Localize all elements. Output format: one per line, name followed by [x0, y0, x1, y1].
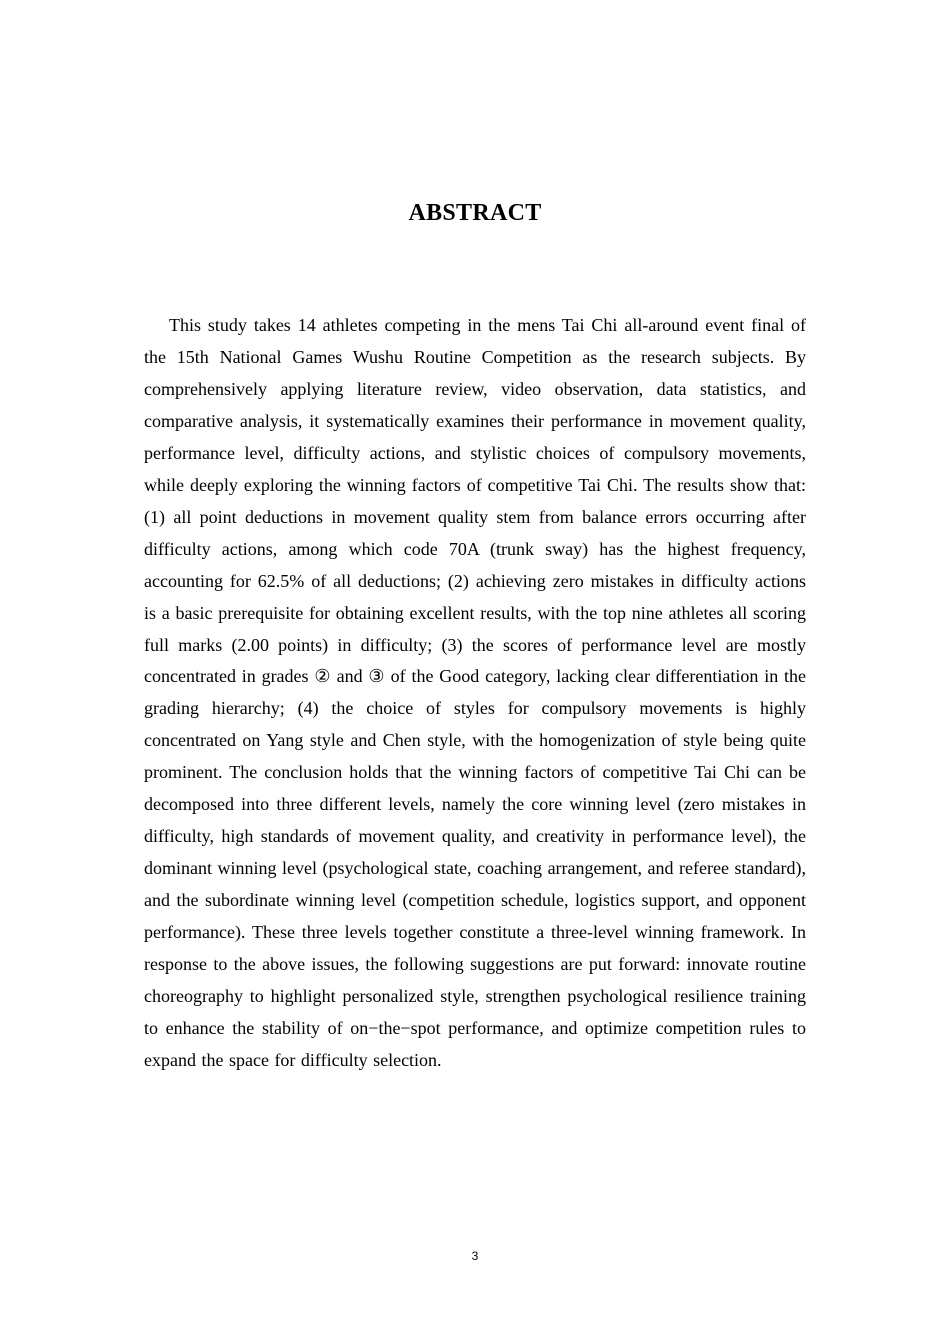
page-number: 3	[471, 1249, 479, 1263]
abstract-paragraph: This study takes 14 athletes competing in the mens Tai Chi all-around event final of the 15th National Games Wushu Routine Competition as the research subjects. By comprehensively applying literature review, video observation, data statistics, and comparative analysis, it systematically examines their performance in movement quality, performance level, difficulty actions, and stylistic choices of compulsory movements, while deeply exploring the winning factors of competitive Tai Chi. The results show that: (1) all point deductions in movement quality stem from balance errors occurring after difficulty actions, among which code 70A (trunk sway) has the highest frequency, accounting for 62.5% of all deductions; (2) achieving zero mistakes in difficulty actions is a basic prerequisite for obtaining excellent results, with the top nine athletes all scoring full marks (2.00 points) in difficulty; (3) the scores of performance level are mostly concentrated in grades ② and ③ of the Good category, lacking clear differentiation in the grading hierarchy; (4) the choice of styles for compulsory movements is highly concentrated on Yang style and Chen style, with the homogenization of style being quite prominent. The conclusion holds that the winning factors of competitive Tai Chi can be decomposed into three different levels, namely the core winning level (zero mistakes in difficulty, high standards of movement quality, and creativity in performance level), the dominant winning level (psychological state, coaching arrangement, and referee standard), and the subordinate winning level (competition schedule, logistics support, and opponent performance). These three levels together constitute a three-level winning framework. In response to the above issues, the following suggestions are put forward: innovate routine choreography to highlight personalized style, strengthen psychological resilience training to enhance the stability of on−the−spot performance, and optimize competition rules to expand the space for difficulty selection.	[144, 315, 806, 1070]
abstract-heading: ABSTRACT	[408, 200, 542, 226]
